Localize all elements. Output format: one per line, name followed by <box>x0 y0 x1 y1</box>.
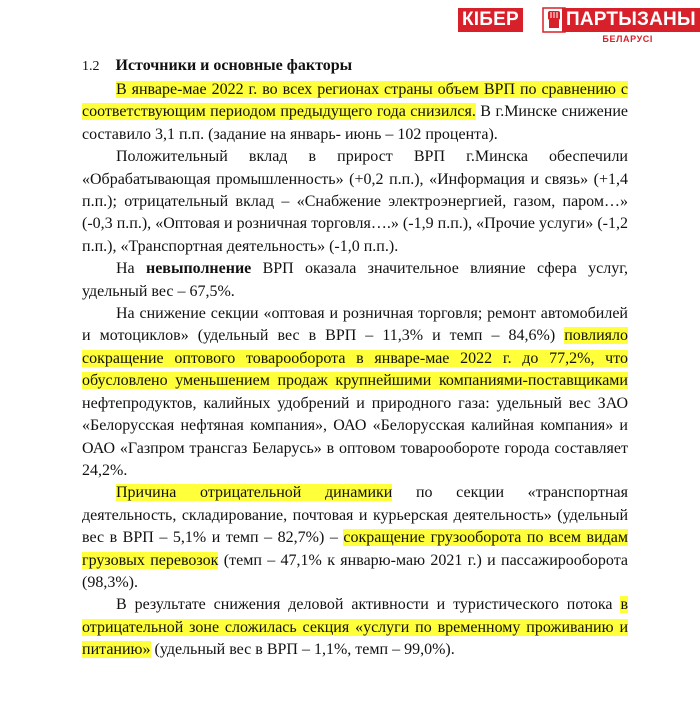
paragraph-text: На <box>116 260 146 278</box>
paragraph-text: (темп – 47,1% к январю-маю 2021 г.) и пассажирооборота (98,3%). <box>82 551 629 591</box>
kiber-partyzany-logo <box>458 8 696 52</box>
paragraph-text: В г.Минске снижение составило 3,1 п.п. (задание на январь- июнь – 102 процента). <box>82 103 628 143</box>
paragraph <box>82 146 628 258</box>
paragraph <box>82 258 628 303</box>
paragraph-text: по секции «транспортная деятельность, складирование, почтовая и курьерская деятельность» (удельный вес в ВРП – 5,1% и темп – 82,7%) – <box>82 484 628 547</box>
logo-word-partyzany: ПАРТЫЗАНЫ <box>562 8 700 32</box>
logo-subtitle: БЕЛАРУСІ <box>602 34 653 44</box>
section-title: Источники и основные факторы <box>115 57 353 74</box>
highlighted-text: В январе-мае 2022 г. во всех регионах страны объем ВРП по сравнению с соответствующим периодом предыдущего года снизился. <box>82 81 628 121</box>
bold-text: невыполнение <box>145 260 252 278</box>
paragraph-text: нефтепродуктов, калийных удобрений и природного газа: удельный вес ЗАО «Белорусская нефтяная компания», ОАО «Белорусская калийная компания» и ОАО «Газпром трансгаз Беларусь» в оптовом товарообороте города составляет 24,2%. <box>82 394 628 479</box>
paragraph-text: ВРП оказала значительное влияние сфера услуг, удельный вес – 67,5%. <box>82 260 629 300</box>
paragraph-text: Положительный вклад в прирост ВРП г.Минска обеспечили «Обрабатывающая промышленность» (+0,2 п.п.), «Информация и связь» (+1,4 п.п.); отрицательный вклад – «Снабжение электроэнергией, газом, паром…» (-0,3 п.п.), «Оптовая и розничная торговля….» (-1,9 п.п.), «Прочие услуги» (-1,2 п.п.), «Транспортная деятельность» (-1,0 п.п.). <box>82 148 628 255</box>
paragraph <box>82 594 628 661</box>
highlighted-text: в отрицательной зоне сложилась секция «услуги по временному проживанию и питанию» <box>82 596 628 659</box>
highlighted-text: повлияло сокращение оптового товарооборота в январе-мае 2022 г. до 77,2%, что обусловлено уменьшением продаж крупнейшими компаниями-поставщиками <box>82 327 628 390</box>
highlighted-text: сокращение грузооборота по всем видам грузовых перевозок <box>82 529 628 569</box>
paragraph <box>82 79 628 146</box>
paragraph-text: (удельный вес в ВРП – 1,1%, темп – 99,0%). <box>150 641 455 659</box>
logo-word-kiber: КІБЕР <box>458 8 523 32</box>
paragraph <box>82 303 628 482</box>
paragraph-list <box>82 79 628 662</box>
paragraph <box>82 482 628 594</box>
section-number: 1.2 <box>82 59 100 74</box>
document-body <box>82 54 628 662</box>
highlighted-text: Причина отрицательной динамики <box>116 484 393 502</box>
paragraph-text: В результате снижения деловой активности и туристического потока <box>116 596 621 614</box>
section-heading <box>82 54 628 78</box>
paragraph-text: На снижение секции «оптовая и розничная торговля; ремонт автомобилей и мотоциклов» (удельный вес в ВРП – 11,3% и темп – 84,6%) <box>82 305 628 345</box>
